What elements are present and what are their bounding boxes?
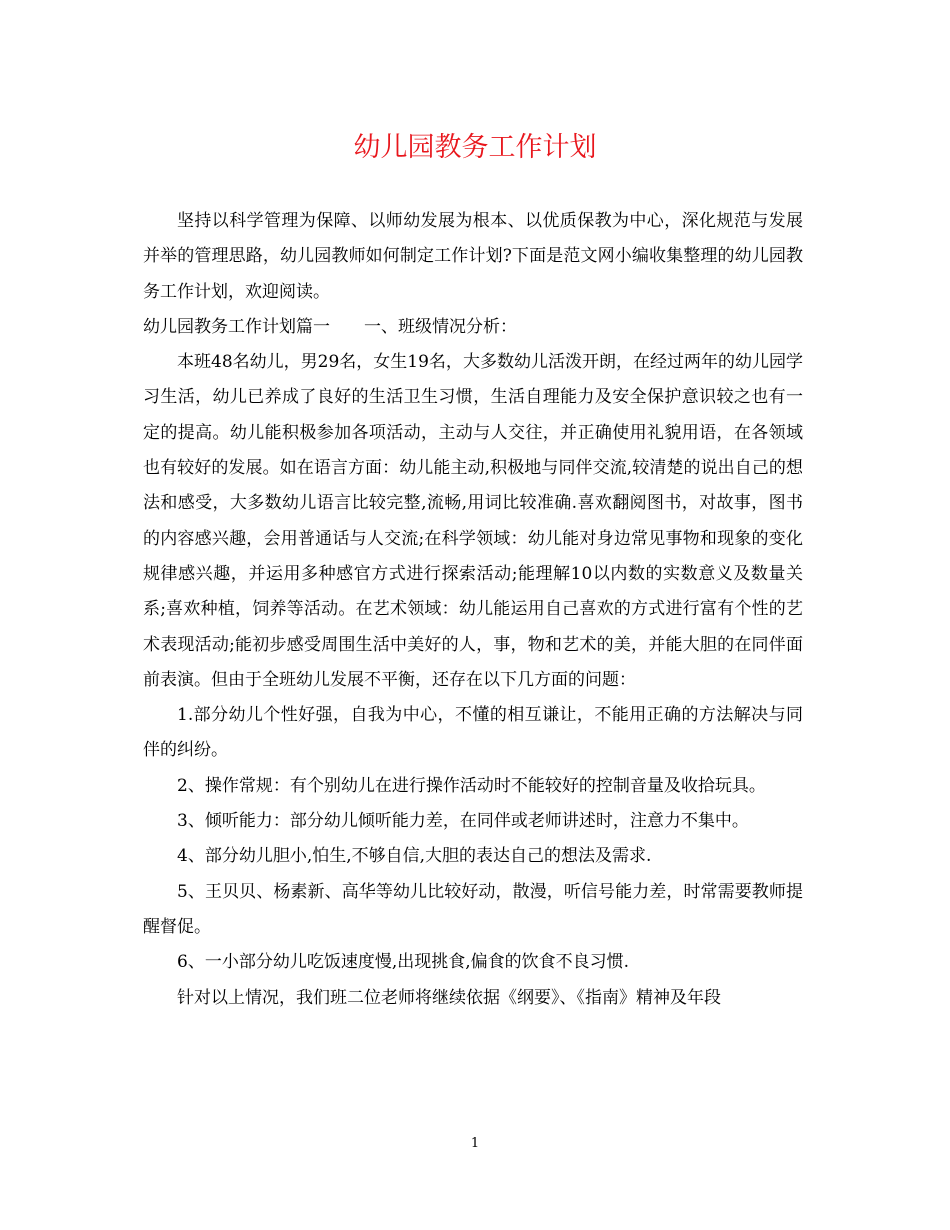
issue-item-5: 5、王贝贝、杨素新、高华等幼儿比较好动，散漫，听信号能力差，时常需要教师提醒督促。 (143, 881, 803, 937)
section-heading: 幼儿园教务工作计划篇一 一、班级情况分析： (143, 316, 517, 337)
issue-item-4: 4、部分幼儿胆小,怕生,不够自信,大胆的表达自己的想法及需求. (177, 846, 652, 867)
closing-paragraph: 针对以上情况，我们班二位老师将继续依据《纲要》、《指南》精神及年段 (177, 987, 721, 1008)
page-number: 1 (470, 1136, 480, 1151)
document-title: 幼儿园教务工作计划 (353, 132, 597, 163)
document-body (143, 204, 803, 1016)
issue-item-1: 1.部分幼儿个性好强，自我为中心，不懂的相互谦让，不能用正确的方法解决与同伴的纠纷。 (143, 705, 803, 761)
issue-item-2: 2、操作常规：有个别幼儿在进行操作活动时不能较好的控制音量及收拾玩具。 (177, 775, 766, 796)
issue-item-6: 6、一小部分幼儿吃饭速度慢,出现挑食,偏食的饮食不良习惯. (177, 952, 630, 973)
intro-paragraph: 坚持以科学管理为保障、以师幼发展为根本、以优质保教为中心，深化规范与发展并举的管理思路，幼儿园教师如何制定工作计划?下面是范文网小编收集整理的幼儿园教务工作计划，欢迎阅读。 (143, 211, 803, 302)
issue-item-3: 3、倾听能力：部分幼儿倾听能力差，在同伴或老师讲述时，注意力不集中。 (177, 811, 749, 832)
class-analysis-paragraph: 本班48名幼儿，男29名，女生19名，大多数幼儿活泼开朗，在经过两年的幼儿园学习生活，幼儿已养成了良好的生活卫生习惯，生活自理能力及安全保护意识较之也有一定的提高。幼儿能积极参加各项活动，主动与人交往，并正确使用礼貌用语，在各领域也有较好的发展。如在语言方面：幼儿能主动,积极地与同伴交流,较清楚的说出自己的想法和感受，大多数幼儿语言比较完整,流畅,用词比较准确.喜欢翻阅图书，对故事，图书的内容感兴趣，会用普通话与人交流;在科学领域：幼儿能对身边常见事物和现象的变化规律感兴趣，并运用多种感官方式进行探索活动;能理解10以内数的实数意义及数量关系;喜欢种植，饲养等活动。在艺术领域：幼儿能运用自己喜欢的方式进行富有个性的艺术表现活动;能初步感受周围生活中美好的人，事，物和艺术的美，并能大胆的在同伴面前表演。但由于全班幼儿发展不平衡，还存在以下几方面的问题： (143, 352, 803, 690)
